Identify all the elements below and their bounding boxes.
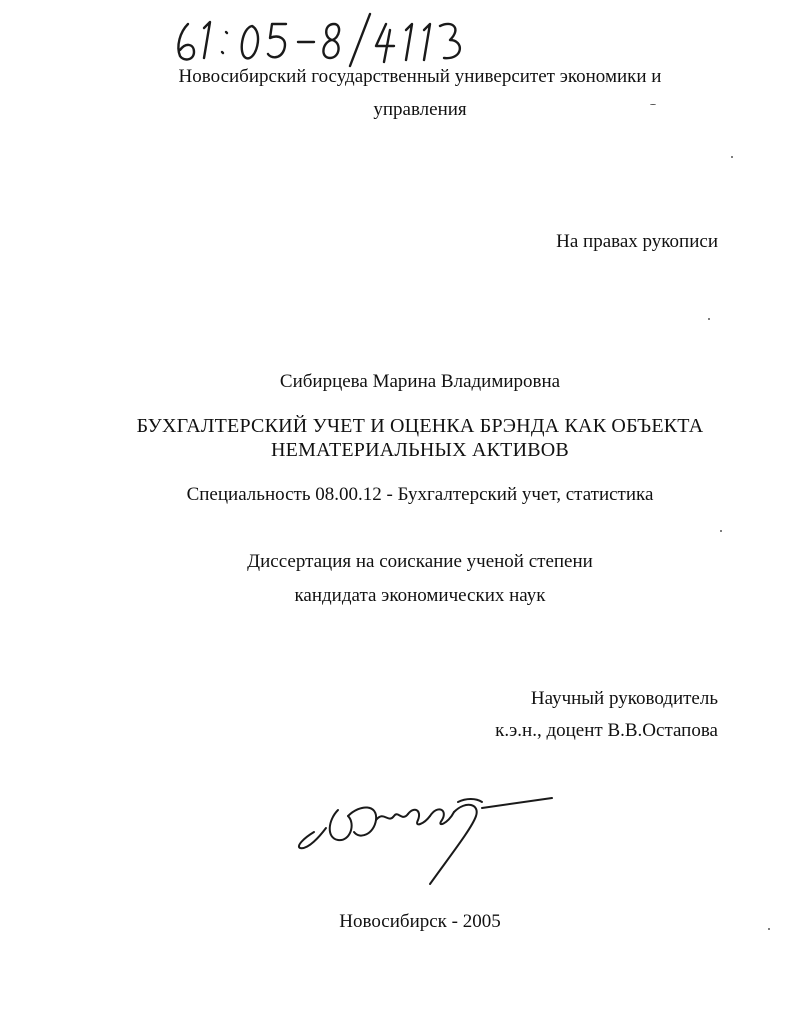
university-name-line1: Новосибирский государственный университет экономики и [178, 66, 662, 87]
signature [290, 780, 560, 895]
supervisor-label: Научный руководитель [530, 688, 718, 709]
university-name-line2: управления [373, 99, 467, 120]
supervisor-name: к.э.н., доцент В.В.Остапова [495, 720, 718, 741]
scan-speck [708, 318, 710, 320]
dissertation-title-line1: БУХГАЛТЕРСКИЙ УЧЕТ И ОЦЕНКА БРЭНДА КАК ОБЪЕКТА [136, 415, 704, 437]
handwritten-archive-number [174, 8, 474, 68]
scan-speck [731, 156, 733, 158]
author-name: Сибирцева Марина Владимировна [279, 371, 561, 392]
scan-speck [650, 104, 656, 105]
specialty: Специальность 08.00.12 - Бухгалтерский учет, статистика [186, 484, 654, 505]
city-year: Новосибирск - 2005 [339, 911, 501, 932]
dissertation-title-line2: НЕМАТЕРИАЛЬНЫХ АКТИВОВ [271, 439, 569, 461]
dissertation-degree-line2: кандидата экономических наук [294, 585, 546, 606]
dissertation-degree-line1: Диссертация на соискание ученой степени [247, 551, 593, 572]
rights-note: На правах рукописи [556, 231, 718, 252]
scan-speck [768, 928, 770, 930]
scan-speck [720, 530, 722, 532]
